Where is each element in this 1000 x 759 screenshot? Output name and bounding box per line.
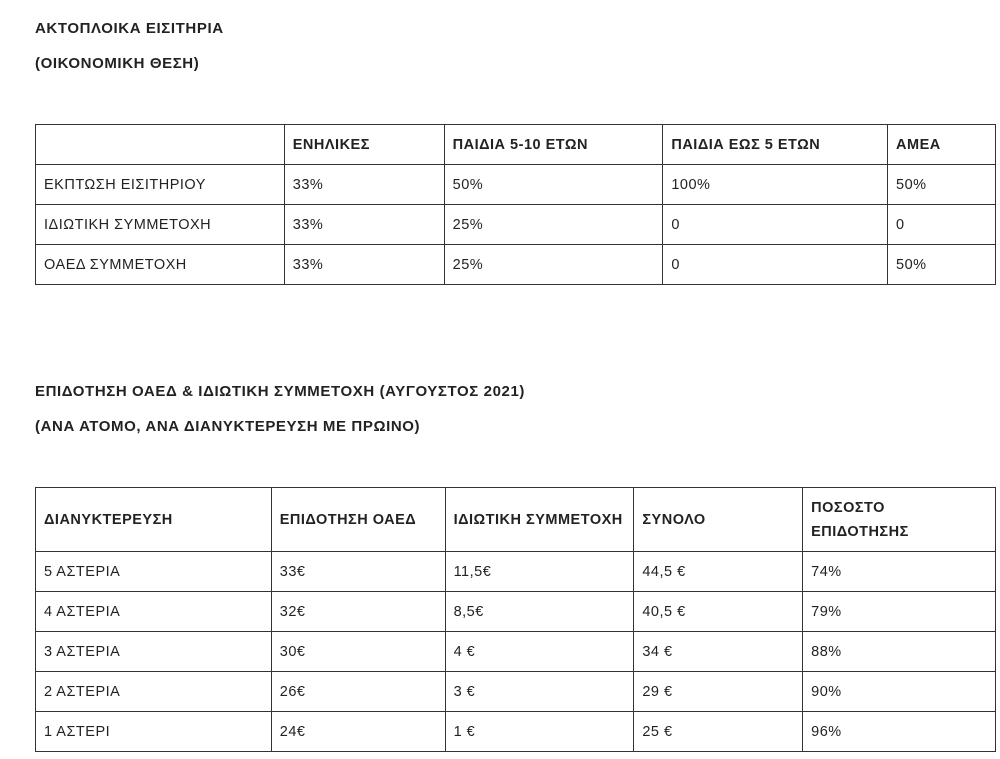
header-cell [36, 125, 285, 165]
header-cell: ΕΝΗΛΙΚΕΣ [284, 125, 444, 165]
table-cell: 33% [284, 245, 444, 285]
table-cell: 24€ [271, 712, 445, 752]
table-row [36, 205, 996, 245]
table-cell: 25% [444, 245, 663, 285]
table-cell: 0 [663, 245, 888, 285]
table-cell: ΕΚΠΤΩΣΗ ΕΙΣΙΤΗΡΙΟΥ [36, 165, 285, 205]
header-cell: ΙΔΙΩΤΙΚΗ ΣΥΜΜΕΤΟΧΗ [445, 488, 634, 552]
table-row [36, 712, 996, 752]
table-header-row [36, 488, 996, 552]
ferry-tickets-table [35, 124, 996, 285]
table-cell: 8,5€ [445, 592, 634, 632]
header-cell [803, 488, 996, 552]
table-row [36, 245, 996, 285]
table-cell: 29 € [634, 672, 803, 712]
table-cell: 33€ [271, 552, 445, 592]
table-row [36, 632, 996, 672]
table-cell: 33% [284, 165, 444, 205]
header-cell: ΠΑΙΔΙΑ 5-10 ΕΤΩΝ [444, 125, 663, 165]
table-cell: 2 ΑΣΤΕΡΙΑ [36, 672, 272, 712]
table-cell: 50% [888, 245, 996, 285]
table-cell: 11,5€ [445, 552, 634, 592]
table-cell: 40,5 € [634, 592, 803, 632]
header-cell: ΠΑΙΔΙΑ ΕΩΣ 5 ΕΤΩΝ [663, 125, 888, 165]
table-row [36, 165, 996, 205]
table-cell: 74% [803, 552, 996, 592]
table-cell: 26€ [271, 672, 445, 712]
table-cell: 1 ΑΣΤΕΡΙ [36, 712, 272, 752]
table-cell: 79% [803, 592, 996, 632]
table-cell: 50% [888, 165, 996, 205]
table-cell: 3 ΑΣΤΕΡΙΑ [36, 632, 272, 672]
header-cell: ΣΥΝΟΛΟ [634, 488, 803, 552]
subsidy-table [35, 487, 996, 752]
table-cell: 90% [803, 672, 996, 712]
table-cell: 34 € [634, 632, 803, 672]
section2-subtitle: (ΑΝΑ ΑΤΟΜΟ, ΑΝΑ ΔΙΑΝΥΚΤΕΡΕΥΣΗ ΜΕ ΠΡΩΙΝΟ) [35, 418, 421, 435]
section2-title: ΕΠΙΔΟΤΗΣΗ ΟΑΕΔ & ΙΔΙΩΤΙΚΗ ΣΥΜΜΕΤΟΧΗ (ΑΥΓΟΥΣΤΟΣ 2021) [35, 383, 526, 400]
section1-title: ΑΚΤΟΠΛΟΙΚΑ ΕΙΣΙΤΗΡΙΑ [35, 20, 224, 37]
table-cell: 3 € [445, 672, 634, 712]
table-cell: 100% [663, 165, 888, 205]
table-cell: 44,5 € [634, 552, 803, 592]
table-cell: 96% [803, 712, 996, 752]
table-cell: 4 € [445, 632, 634, 672]
table-row [36, 672, 996, 712]
table-row [36, 592, 996, 632]
table-cell: 50% [444, 165, 663, 205]
table-header-row [36, 125, 996, 165]
table-cell: 30€ [271, 632, 445, 672]
table-cell: 25 € [634, 712, 803, 752]
table-cell: 0 [663, 205, 888, 245]
table-cell: 0 [888, 205, 996, 245]
table-cell: 5 ΑΣΤΕΡΙΑ [36, 552, 272, 592]
section1-subtitle: (ΟΙΚΟΝΟΜΙΚΗ ΘΕΣΗ) [35, 55, 200, 72]
header-cell-text: ΠΟΣΟΣΤΟ ΕΠΙΔΟΤΗΣΗΣ [811, 499, 909, 540]
table-cell: 33% [284, 205, 444, 245]
table-cell: ΟΑΕΔ ΣΥΜΜΕΤΟΧΗ [36, 245, 285, 285]
header-cell: ΕΠΙΔΟΤΗΣΗ ΟΑΕΔ [271, 488, 445, 552]
header-cell: ΑΜΕΑ [888, 125, 996, 165]
table-cell: 32€ [271, 592, 445, 632]
header-cell: ΔΙΑΝΥΚΤΕΡΕΥΣΗ [36, 488, 272, 552]
table-row [36, 552, 996, 592]
table-cell: 25% [444, 205, 663, 245]
table-cell: 1 € [445, 712, 634, 752]
table-cell: ΙΔΙΩΤΙΚΗ ΣΥΜΜΕΤΟΧΗ [36, 205, 285, 245]
table-cell: 88% [803, 632, 996, 672]
table-cell: 4 ΑΣΤΕΡΙΑ [36, 592, 272, 632]
